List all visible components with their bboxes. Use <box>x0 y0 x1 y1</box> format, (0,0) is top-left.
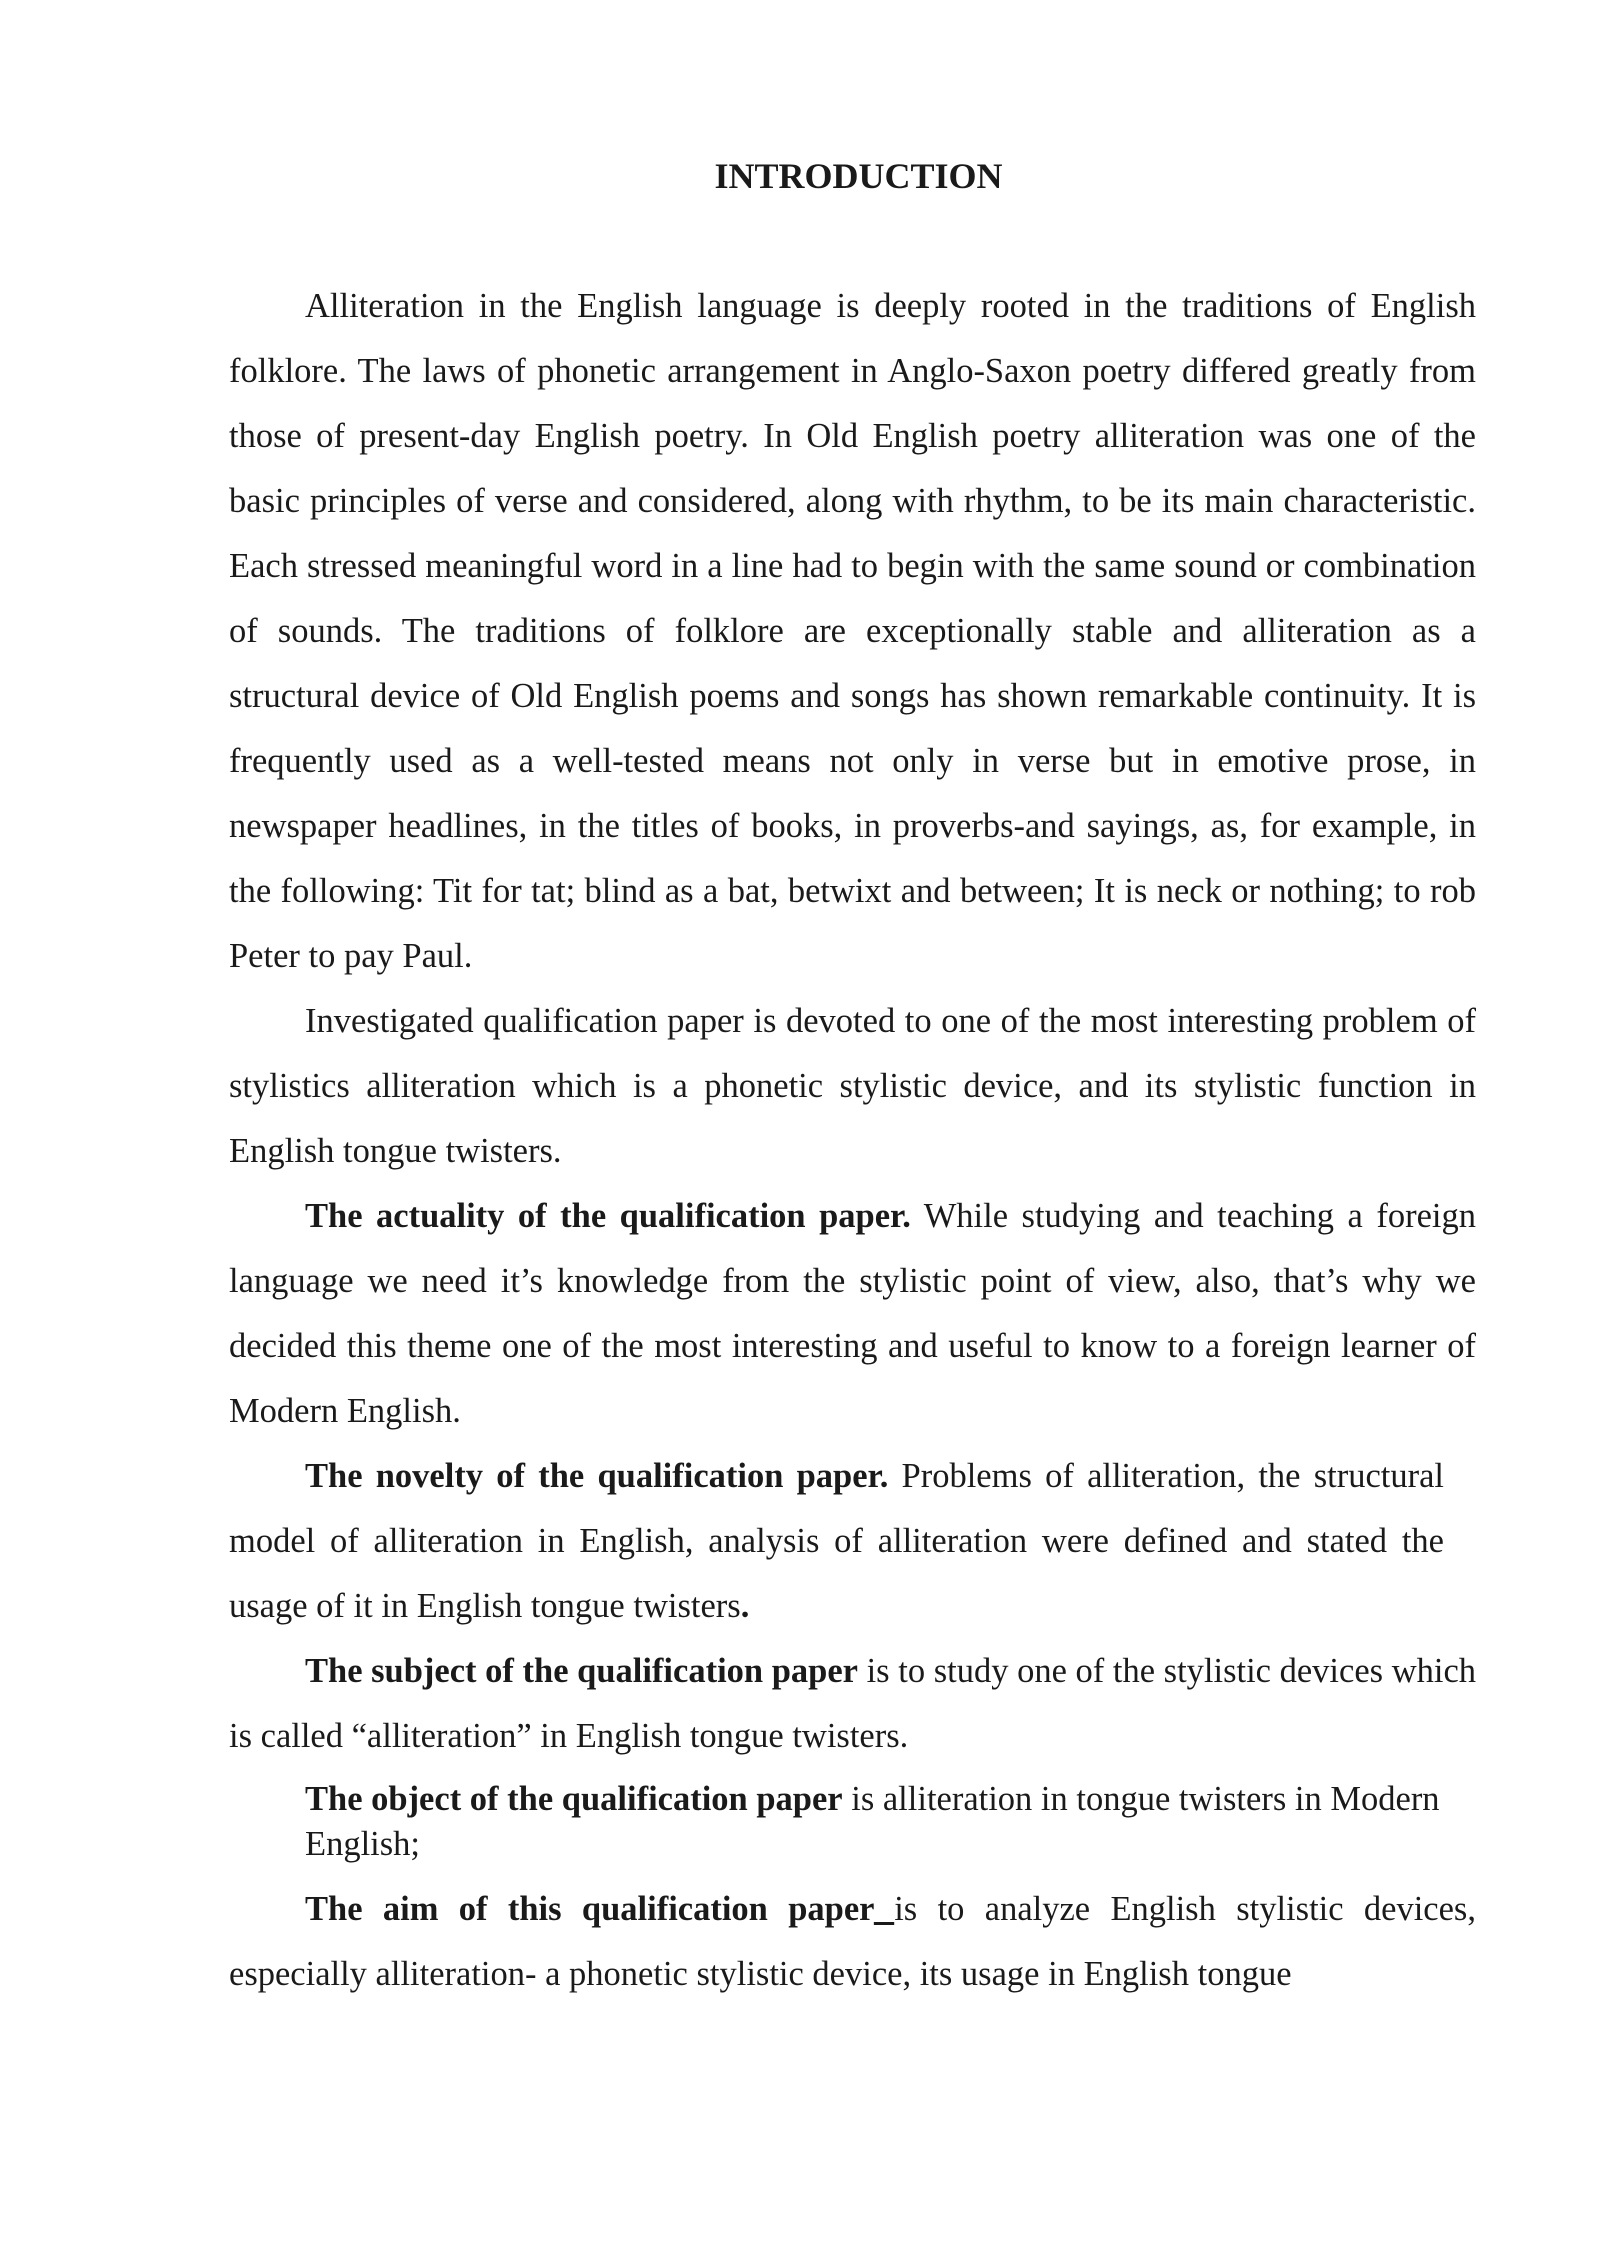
paragraph-lead: The subject of the qualification paper <box>305 1652 858 1690</box>
paragraph-gap <box>874 1890 894 1928</box>
paragraph-lead: The actuality of the qualification paper. <box>305 1197 911 1235</box>
paragraph-object <box>229 1777 1455 1867</box>
paragraph-lead: The aim of this qualification paper <box>305 1890 874 1928</box>
page-title: INTRODUCTION <box>714 156 1003 196</box>
paragraph-alliteration-history <box>229 274 1476 989</box>
paragraph-actuality <box>229 1184 1476 1444</box>
paragraph-text: is to study one of the stylistic devices which is called “alliteration” in English tongue twisters. <box>229 1652 1477 1755</box>
paragraph-text: While studying and teaching a foreign language we need it’s knowledge from the stylistic point of view, also, that’s why we decided this theme one of the most interesting and useful to know to a foreign learner of Modern English. <box>229 1197 1476 1430</box>
paragraph-text: Investigated qualification paper is devoted to one of the most interesting problem of stylistics alliteration which is a phonetic stylistic device, and its stylistic function in English tongue twisters. <box>229 1002 1476 1170</box>
paragraph-lead: The novelty of the qualification paper. <box>305 1457 889 1495</box>
paragraph-novelty <box>229 1444 1444 1639</box>
paragraph-text: Alliteration in the English language is deeply rooted in the traditions of English folklore. The laws of phonetic arrangement in Anglo-Saxon poetry differed greatly from those of present-day English poetry. In Old English poetry alliteration was one of the basic principles of verse and considered, along with rhythm, to be its main characteristic. Each stressed meaningful word in a line had to begin with the same sound or combination of sounds. The traditions of folklore are exceptionally stable and alliteration as a structural device of Old English poems and songs has shown remarkable continuity. It is frequently used as a well-tested means not only in verse but in emotive prose, in newspaper headlines, in the titles of books, in proverbs-and sayings, as, for example, in the following: Tit for tat; blind as a bat, betwixt and between; It is neck or nothing; to rob Peter to pay Paul. <box>229 287 1476 975</box>
paragraph-text: is alliteration in tongue twisters in Modern English; <box>305 1780 1440 1863</box>
paragraph-investigated-paper <box>229 989 1476 1184</box>
paragraph-tail: . <box>740 1587 750 1625</box>
paragraph-aim <box>229 1877 1476 2007</box>
paragraph-text: is to analyze English stylistic devices, especially alliteration- a phonetic stylistic device, its usage in English tongue <box>229 1890 1476 1993</box>
paragraph-text: Problems of alliteration, the structural model of alliteration in English, analysis of alliteration were defined and stated the usage of it in English tongue twisters <box>229 1457 1444 1625</box>
paragraph-lead: The object of the qualification paper <box>305 1780 843 1818</box>
document-page <box>229 150 1476 2007</box>
paragraph-subject <box>229 1639 1476 1769</box>
